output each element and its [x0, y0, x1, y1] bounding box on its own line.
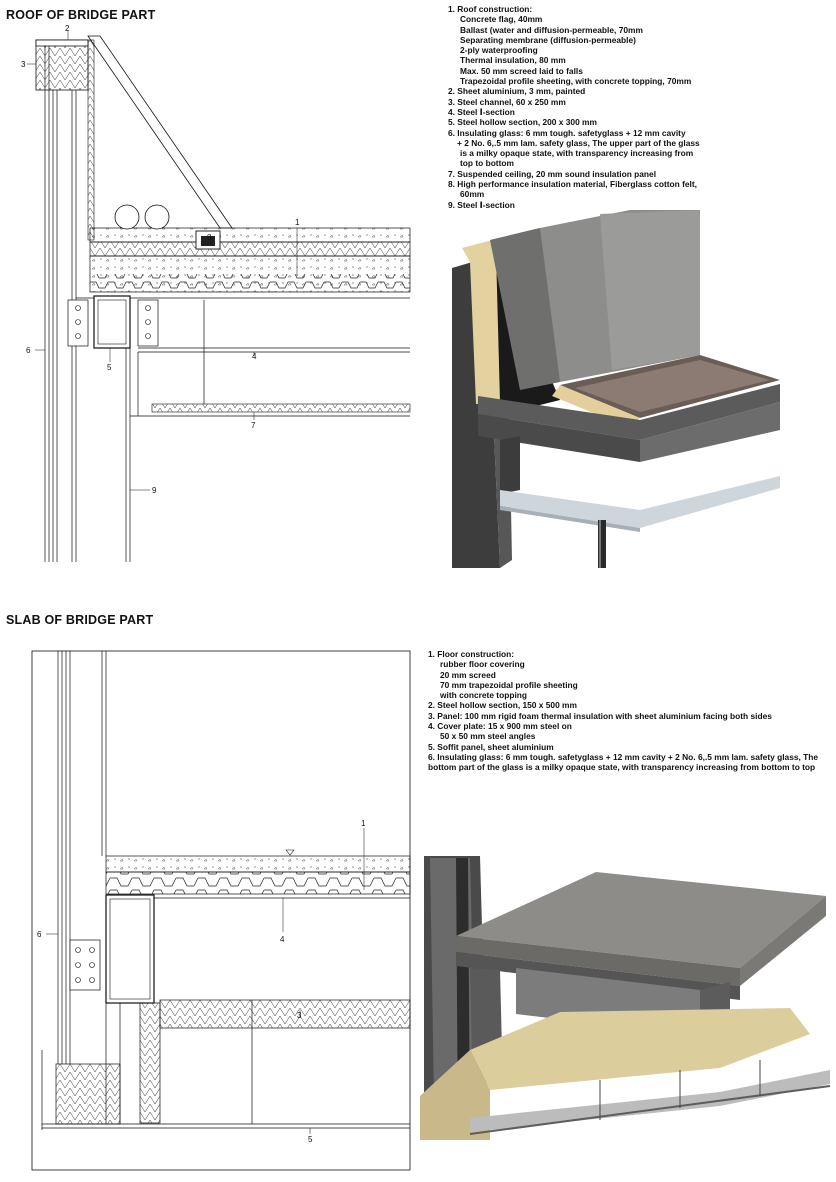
slab-note-line: 50 x 50 mm steel angles: [440, 731, 536, 742]
roof-note-line: top to bottom: [460, 158, 514, 169]
roof-note-line: 4. Steel Ⅰ-section: [448, 106, 515, 117]
slab-callout-3: 3: [297, 1011, 302, 1020]
slab-3d-render: [420, 850, 836, 1170]
roof-note-line: Trapezoidal profile sheeting, with concrete topping, 70mm: [460, 76, 692, 87]
roof-callout-2: 2: [65, 24, 70, 33]
roof-callout-3: 3: [21, 60, 26, 69]
slab-callouts: [0, 640, 420, 1180]
roof-callouts: [0, 0, 440, 580]
roof-note-line: 2-ply waterproofing: [460, 45, 538, 56]
slab-callout-4: 4: [280, 935, 285, 944]
roof-callout-9: 9: [152, 486, 157, 495]
roof-callout-6: 6: [26, 346, 31, 355]
roof-note-line: + 2 No. 6,.5 mm lam. safety glass, The upper part of the glass: [457, 137, 700, 148]
slab-note-line: 70 mm trapezoidal profile sheeting: [440, 679, 578, 690]
slab-note-line: 3. Panel: 100 mm rigid foam thermal insulation with sheet aluminium facing both sides: [428, 710, 772, 721]
slab-note-line: 5. Soffit panel, sheet aluminium: [428, 741, 554, 752]
roof-note-line: 6. Insulating glass: 6 mm tough. safetyglass + 12 mm cavity: [448, 127, 686, 138]
slab-section-title: SLAB OF BRIDGE PART: [6, 613, 154, 627]
roof-note-line: Concrete flag, 40mm: [460, 14, 543, 25]
roof-note-line: 8. High performance insulation material, Fiberglass cotton felt,: [448, 179, 697, 190]
roof-note-line: 1. Roof construction:: [448, 4, 533, 14]
roof-callout-5: 5: [107, 363, 112, 372]
roof-section-title: ROOF OF BRIDGE PART: [6, 8, 156, 22]
roof-callout-7: 7: [251, 421, 256, 430]
slab-callout-1: 1: [361, 819, 366, 828]
roof-note-line: 60mm: [460, 189, 485, 200]
roof-callout-8: 8: [207, 233, 212, 242]
roof-callout-4: 4: [252, 352, 257, 361]
roof-note-line: 7. Suspended ceiling, 20 mm sound insulation panel: [448, 168, 657, 179]
roof-callout-1: 1: [295, 218, 300, 227]
roof-note-line: Max. 50 mm screed laid to falls: [460, 65, 583, 76]
roof-note-line: Separating membrane (diffusion-permeable): [460, 34, 636, 45]
slab-notes-list: [428, 649, 818, 773]
slab-note-line: bottom part of the glass is a milky opaque state, with transparency increasing from bottom to top: [428, 762, 816, 773]
roof-note-line: 5. Steel hollow section, 200 x 300 mm: [448, 117, 597, 128]
roof-3d-render: [450, 210, 790, 570]
slab-callout-5: 5: [308, 1135, 313, 1144]
slab-note-line: 4. Cover plate: 15 x 900 mm steel on: [428, 721, 572, 732]
roof-note-line: 3. Steel channel, 60 x 250 mm: [448, 96, 566, 107]
roof-note-line: Thermal insulation, 80 mm: [460, 55, 566, 66]
slab-callout-6: 6: [37, 930, 42, 939]
slab-note-line: 20 mm screed: [440, 669, 496, 680]
roof-notes-list: [448, 4, 700, 210]
slab-note-line: 6. Insulating glass: 6 mm tough. safetyglass + 12 mm cavity + 2 No. 6,.5 mm lam. safety glass, The: [428, 751, 819, 762]
roof-note-line: Ballast (water and diffusion-permeable, 70mm: [460, 24, 643, 35]
slab-note-line: 2. Steel hollow section, 150 x 500 mm: [428, 700, 577, 711]
slab-note-line: 1. Floor construction:: [428, 649, 515, 659]
roof-note-line: is a milky opaque state, with transparency increasing from: [460, 148, 694, 159]
slab-note-line: rubber floor covering: [440, 659, 525, 670]
roof-note-line: 2. Sheet aluminium, 3 mm, painted: [448, 86, 586, 97]
slab-note-line: with concrete topping: [440, 690, 528, 701]
roof-note-line: 9. Steel Ⅰ-section: [448, 199, 515, 210]
